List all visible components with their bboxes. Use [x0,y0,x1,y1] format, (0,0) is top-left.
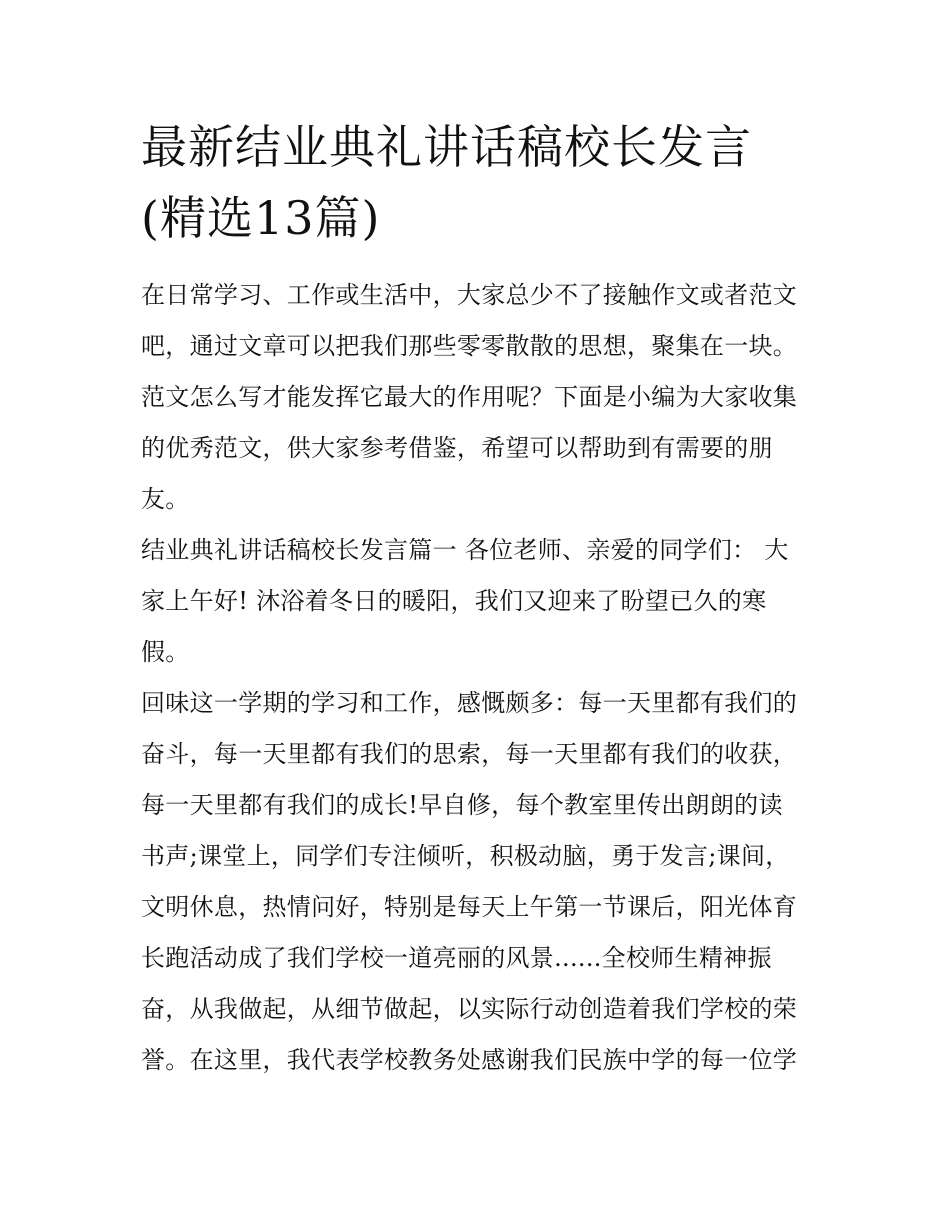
text-line: 长跑活动成了我们学校一道亮丽的风景......全校师生精神振 [141,944,772,972]
text-line: 的优秀范文，供大家参考借鉴，希望可以帮助到有需要的朋 [141,434,773,462]
text-line: 每一天里都有我们的成长!早自修，每个教室里传出朗朗的读 [141,791,783,819]
document-title [141,112,813,254]
text-line: 假。 [141,638,190,666]
text-line: 书声;课堂上，同学们专注倾听，积极动脑，勇于发言;课间， [141,842,790,870]
text-line: 回味这一学期的学习和工作，感慨颇多：每一天里都有我们的 [141,689,798,717]
text-line: 范文怎么写才能发挥它最大的作用呢？下面是小编为大家收集 [141,383,798,411]
document-body [141,270,813,1086]
text-line: 奋斗，每一天里都有我们的思索，每一天里都有我们的收获， [141,740,798,768]
text-line: 奋，从我做起，从细节做起，以实际行动创造着我们学校的荣 [141,995,798,1023]
text-line: 誉。在这里，我代表学校教务处感谢我们民族中学的每一位学 [141,1046,798,1074]
text-line: 文明休息，热情问好，特别是每天上午第一节课后，阳光体育 [141,893,798,921]
text-line: 友。 [141,485,190,513]
document-content [141,112,813,1086]
paragraph-reflection [141,678,813,1086]
paragraph-greeting [141,525,813,678]
text-line: 吧，通过文章可以把我们那些零零散散的思想，聚集在一块。 [141,332,798,360]
text-line: 家上午好! 沐浴着冬日的暖阳，我们又迎来了盼望已久的寒 [141,587,767,615]
text-line: 结业典礼讲话稿校长发言篇一 各位老师、亲爱的同学们： 大 [141,536,789,564]
paragraph-intro [141,270,813,525]
title-line-2: (精选13篇) [141,191,381,245]
title-line-1: 最新结业典礼讲话稿校长发言 [141,120,752,174]
text-line: 在日常学习、工作或生活中，大家总少不了接触作文或者范文 [141,281,798,309]
